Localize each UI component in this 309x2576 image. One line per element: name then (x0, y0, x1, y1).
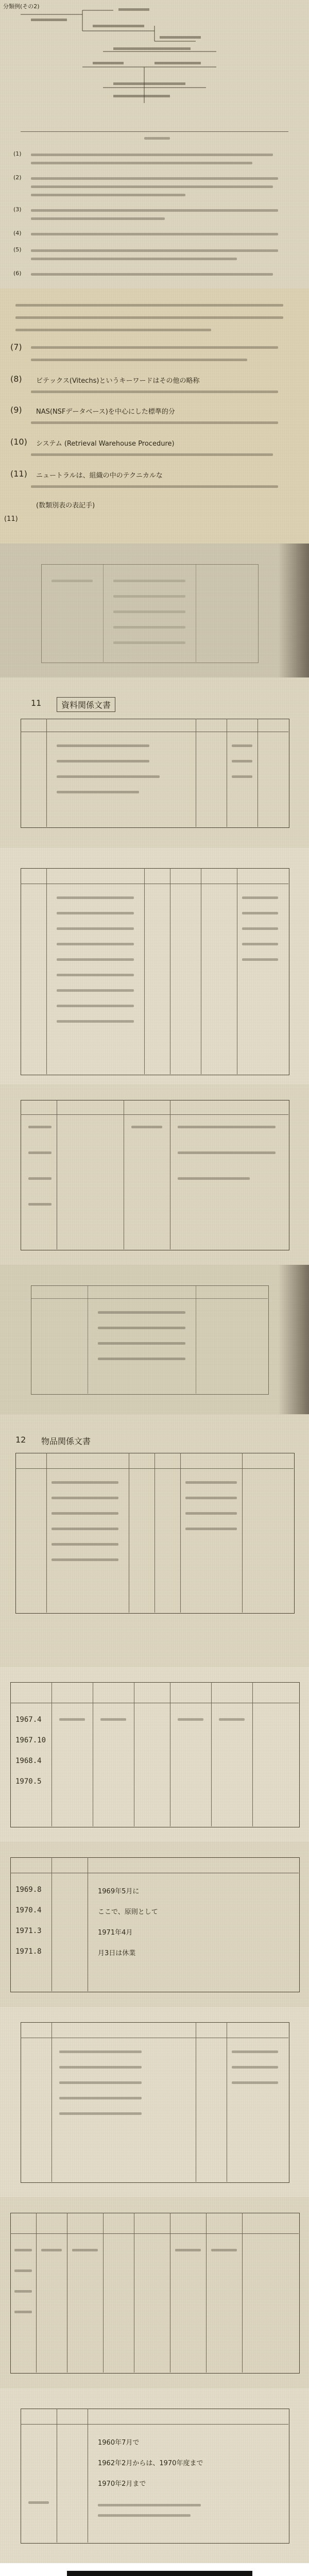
page-table-items (0, 2007, 309, 2197)
section-title: 物品関係文書 (41, 1436, 91, 1446)
page-numeric-table (0, 1667, 309, 1842)
item-text: NAS(NSFデータベース)を中心にした標準的分 (36, 408, 175, 416)
page-table-dim (0, 544, 309, 677)
page-classification-example (0, 0, 309, 289)
paragraph-number: (5) (13, 246, 22, 253)
page-section-12 (0, 1414, 309, 1667)
footer-label: (数類別表の表記手) (36, 502, 95, 510)
page-numbered-text (0, 289, 309, 544)
page-wide-table (0, 2197, 309, 2388)
item-text: システム (Retrieval Warehouse Procedure) (36, 440, 175, 448)
paragraph-number: (1) (13, 150, 22, 157)
item-number: (11) (10, 469, 27, 479)
section-number: 11 (31, 698, 42, 708)
item-number: (10) (10, 437, 27, 447)
section-title: 資料関係文書 (57, 697, 115, 712)
note-text: ここで、原則として (98, 1908, 158, 1916)
item-number: (7) (10, 342, 22, 352)
item-number: (8) (10, 374, 22, 384)
paragraph-number: (2) (13, 174, 22, 181)
page-title: 分類例(その2) (3, 3, 40, 10)
line-text: 1962年2月からは、1970年度まで (98, 2460, 203, 2467)
paragraph-number: (3) (13, 206, 22, 213)
item-number: (9) (10, 405, 22, 415)
date-cell: 1967.4 (15, 1716, 42, 1724)
date-cell: 1971.8 (15, 1947, 42, 1956)
page-date-notes (0, 1842, 309, 2007)
item-text: ビテックス(Vitechs)というキーワードはその他の略称 (36, 377, 200, 385)
note-text: 1971年4月 (98, 1929, 133, 1937)
section-number: 12 (15, 1435, 26, 1445)
page-number: (11) (4, 515, 18, 523)
page-table-shadowed (0, 1265, 309, 1414)
date-cell: 1968.4 (15, 1757, 42, 1765)
date-cell: 1971.3 (15, 1927, 42, 1935)
item-text: ニュートラルは、組織の中のテクニカルな (36, 472, 163, 480)
photo-binding-spine (67, 2571, 252, 2576)
page-section-11 (0, 677, 309, 848)
line-text: 1970年2月まで (98, 2480, 146, 2488)
paragraph-number: (6) (13, 270, 22, 277)
paragraph-number: (4) (13, 230, 22, 236)
note-text: 1969年5月に (98, 1888, 140, 1895)
date-cell: 1967.10 (15, 1736, 46, 1744)
line-text: 1960年7月で (98, 2439, 140, 2447)
date-cell: 1970.4 (15, 1906, 42, 1914)
page-table-large (0, 848, 309, 1084)
date-cell: 1970.5 (15, 1777, 42, 1786)
page-form (0, 2388, 309, 2563)
page-table-dates (0, 1084, 309, 1265)
classification-tree-diagram (0, 0, 309, 124)
note-text: 月3日は休業 (98, 1950, 136, 1957)
date-cell: 1969.8 (15, 1886, 42, 1894)
